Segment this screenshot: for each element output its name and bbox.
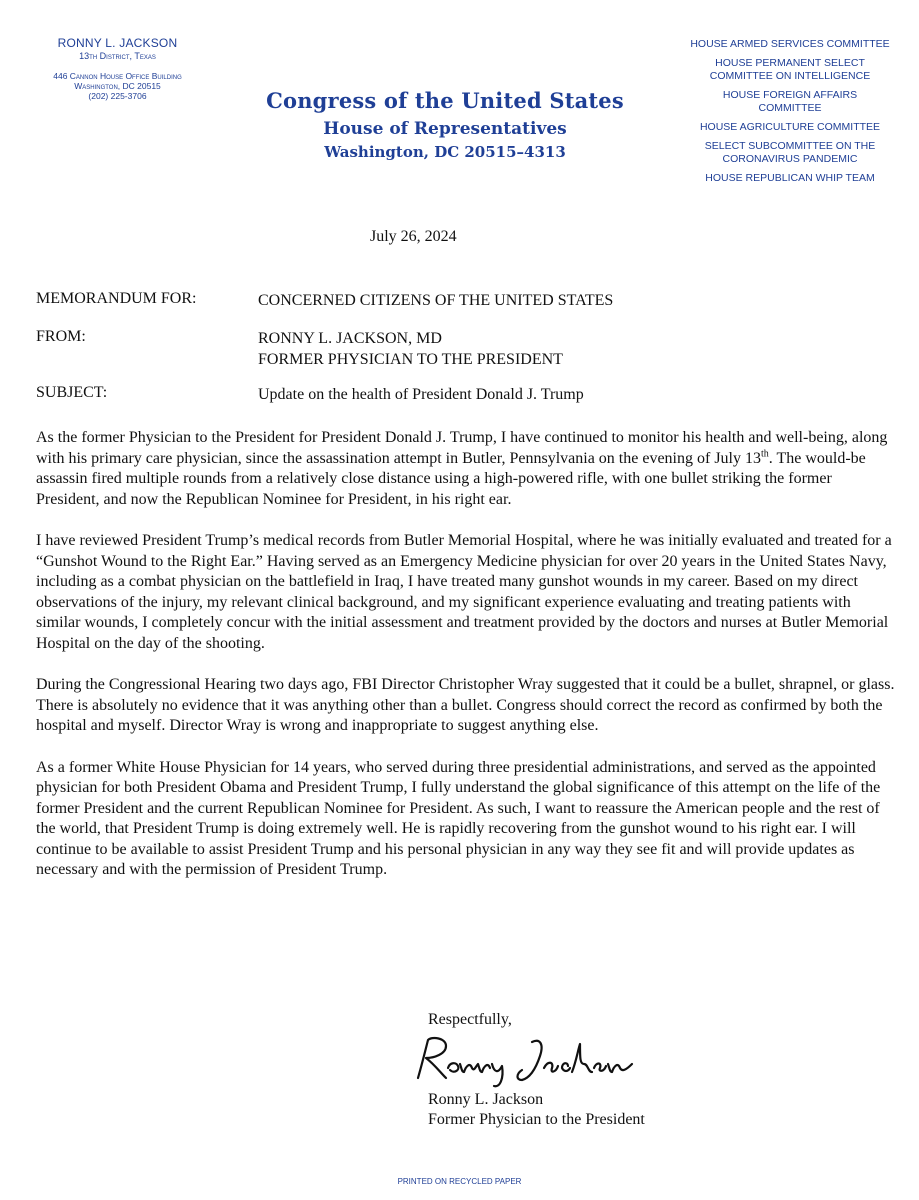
body-paragraph-4: As a former White House Physician for 14 years, who served during three presidential administrations, and served as the appointed physician for both President Obama and President Trump, I fully understand the global significance of this attempt on the life of the former President and the current Republican Nominee for President. As such, I want to reassure the American people and the rest of the world, that President Trump is doing extremely well. He is rapidly recovering from the gunshot wound to his right ear. I will continue to be available to assist President Trump and his personal physician in any way they see fit and will provide updates as necessary and with the permission of President Trump. — [36, 758, 881, 878]
closing-name: Ronny L. Jackson — [428, 1091, 544, 1108]
letterhead-house: House of Representatives — [323, 119, 567, 139]
closing-salutation: Respectfully, — [428, 1011, 512, 1028]
sender-address — [30, 71, 205, 101]
letterhead-congress: Congress of the United States — [266, 88, 624, 113]
sender-phone: (202) 225-3706 — [88, 91, 147, 101]
memo-for-value: CONCERNED CITIZENS OF THE UNITED STATES — [258, 292, 614, 309]
body-paragraph-1 — [36, 428, 896, 510]
committee-item: SELECT SUBCOMMITTEE ON THE CORONAVIRUS PANDEMIC — [704, 140, 876, 165]
committee-item: HOUSE ARMED SERVICES COMMITTEE — [690, 38, 890, 50]
body-paragraph-3: During the Congressional Hearing two days ago, FBI Director Christopher Wray suggested that it could be a bullet, shrapnel, or glass. There is absolutely no evidence that it was anything other than a bullet. Congress should correct the record as confirmed by both the hospital and myself. Director Wray is wrong and inappropriate to suggest anything else. — [36, 676, 895, 734]
closing-title: Former Physician to the President — [428, 1111, 645, 1128]
memo-for-label: MEMORANDUM FOR: — [36, 290, 197, 307]
memo-subject-row — [36, 384, 584, 405]
body-paragraph-2: I have reviewed President Trump’s medical records from Butler Memorial Hospital, where he was initially evaluated and treated for a “Gunshot Wound to the Right Ear.” Having served as an Emergency Medicine physician for over 20 years in the United States Navy, including as a combat physician on the battlefield in Iraq, I have treated many gunshot wounds in my career. Based on my direct observations of the injury, my relevant clinical background, and my significant experience evaluating and treating patients with similar wounds, I completely concur with the initial assessment and treatment provided by the doctors and nurses at Butler Memorial Hospital on the day of the shooting. — [36, 532, 892, 652]
sender-block — [30, 36, 205, 101]
body-paragraph-1-ordinal: th — [760, 448, 769, 460]
letter-body — [36, 428, 896, 902]
committee-item: HOUSE PERMANENT SELECT COMMITTEE ON INTELLIGENCE — [709, 57, 871, 82]
committee-item: HOUSE FOREIGN AFFAIRS COMMITTEE — [722, 89, 858, 114]
letterhead-address: Washington, DC 20515–4313 — [324, 143, 566, 161]
sender-address-line-2: Washington, DC 20515 — [74, 81, 161, 91]
letterhead — [250, 88, 640, 161]
body-paragraph-1-part-b: . The would-be assassin fired multiple rounds from a relatively close distance using a high-powered rifle, with one bullet striking the former President, and now the Republican Nominee for President, in his right ear. — [36, 449, 866, 508]
memo-subject-label: SUBJECT: — [36, 384, 108, 401]
handwritten-signature — [412, 1034, 642, 1090]
sender-name: RONNY L. JACKSON — [57, 36, 178, 50]
memo-subject-value: Update on the health of President Donald J. Trump — [258, 386, 584, 403]
memo-from-value — [258, 328, 563, 370]
memo-from-title: FORMER PHYSICIAN TO THE PRESIDENT — [258, 351, 563, 368]
letter-date: July 26, 2024 — [370, 228, 457, 245]
sender-address-line-1: 446 Cannon House Office Building — [53, 71, 182, 81]
sender-district: 13th District, Texas — [79, 51, 156, 61]
memo-from-name: RONNY L. JACKSON, MD — [258, 330, 442, 347]
committee-list — [690, 38, 890, 191]
memo-from-label: FROM: — [36, 328, 86, 345]
closing-block — [428, 1010, 645, 1130]
committee-item: HOUSE AGRICULTURE COMMITTEE — [699, 121, 881, 133]
memo-for-row — [36, 290, 613, 311]
committee-item: HOUSE REPUBLICAN WHIP TEAM — [705, 172, 875, 184]
memo-from-row — [36, 328, 563, 370]
body-paragraph-1-part-a: As the former Physician to the President for President Donald J. Trump, I have continued to monitor his health and well-being, along with his primary care physician, since the assassination attempt in Butler, Pennsylvania on the evening of July 13 — [36, 429, 888, 467]
footer-recycled-notice: PRINTED ON RECYCLED PAPER — [397, 1177, 522, 1186]
